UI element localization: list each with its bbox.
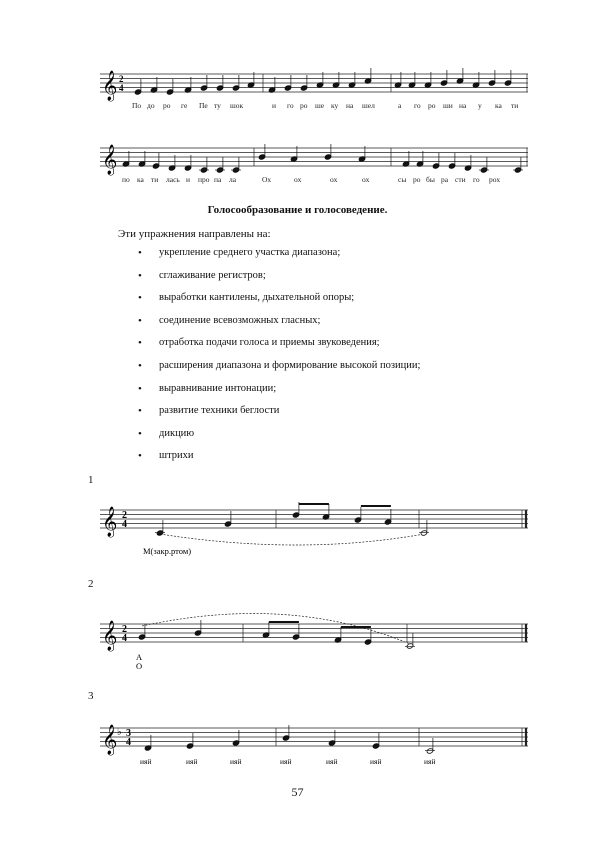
list-item: • расширения диапазона и формирование высокой позиции;: [138, 359, 420, 382]
song-staff-2: [0, 138, 595, 186]
syllable: ияй: [326, 757, 338, 766]
lyric: до: [147, 101, 155, 110]
treble-clef-icon: 𝄞: [102, 507, 118, 537]
lyric: про: [198, 175, 210, 184]
treble-clef-icon: 𝄞: [102, 71, 118, 101]
time-sig-bottom: 4: [122, 519, 127, 530]
syllable: ияй: [140, 757, 152, 766]
list-item: • развитие техники беглости: [138, 404, 420, 427]
lyric: ла: [229, 175, 237, 184]
treble-clef-icon: 𝄞: [102, 145, 118, 175]
lyric: сы: [398, 175, 407, 184]
lyric: па: [214, 175, 222, 184]
lyric: ше: [315, 101, 325, 110]
list-item: • дикцию: [138, 427, 420, 450]
lyric: у: [478, 101, 482, 110]
lyric: Ох: [262, 175, 272, 184]
syllable: О: [136, 661, 143, 671]
list-item: • выравнивание интонации;: [138, 382, 420, 405]
lyric: ку: [331, 101, 339, 110]
lyric: рох: [489, 175, 501, 184]
exercise-number: 1: [88, 474, 94, 486]
lyric: ро: [163, 101, 171, 110]
lyric: ка: [137, 175, 144, 184]
lyric: и: [186, 175, 191, 184]
lyric: шел: [362, 101, 375, 110]
lyric: бы: [426, 175, 435, 184]
list-item: • соединение всевозможных гласных;: [138, 314, 420, 337]
list-item: • штрихи: [138, 449, 420, 472]
lyric: ох: [362, 175, 370, 184]
lyric: и: [272, 101, 277, 110]
lyric: на: [346, 101, 354, 110]
lyric: ге: [181, 101, 188, 110]
lyric: Пе: [199, 101, 208, 110]
lyric: ро: [413, 175, 421, 184]
lyric: ох: [294, 175, 302, 184]
syllable: ияй: [186, 757, 198, 766]
exercise-goals-list: [138, 246, 420, 472]
lyric: го: [414, 101, 421, 110]
time-sig-top: 2: [122, 510, 127, 521]
exercise-2-staff: [0, 604, 595, 676]
time-sig-top: 3: [126, 728, 131, 739]
syllable: ияй: [280, 757, 292, 766]
lyric: сти: [455, 175, 466, 184]
intro-text: Эти упражнения направлены на:: [118, 228, 271, 240]
section-title: [0, 204, 595, 216]
lyric: ши: [443, 101, 453, 110]
lyric: по: [122, 175, 130, 184]
lyric: ту: [214, 101, 221, 110]
exercise-3-staff: [0, 714, 595, 770]
treble-clef-icon: 𝄞: [102, 725, 118, 755]
flat-icon: ♭: [117, 727, 122, 738]
svg-text:4: 4: [119, 83, 124, 93]
lyric: По: [132, 101, 142, 110]
treble-clef-icon: 𝄞: [102, 621, 118, 651]
lyric: а: [398, 101, 402, 110]
lyric: ро: [428, 101, 436, 110]
lyric: го: [287, 101, 294, 110]
list-item: • выработки кантилены, дыхательной опоры;: [138, 291, 420, 314]
song-staff-1: [0, 64, 595, 112]
list-item: • сглаживание регистров;: [138, 269, 420, 292]
section-title-text: Голосообразование и голосоведение.: [207, 204, 388, 216]
lyric: ра: [441, 175, 449, 184]
lyric: ка: [495, 101, 502, 110]
lyric: лась: [166, 175, 180, 184]
lyric: ти: [151, 175, 159, 184]
exercise-number: 3: [88, 690, 94, 702]
lyric: ти: [511, 101, 519, 110]
lyric: ох: [330, 175, 338, 184]
time-sig-bottom: 4: [126, 737, 131, 748]
svg-text:2: 2: [119, 74, 124, 84]
exercise-1-staff: [0, 496, 595, 566]
exercise-number: 2: [88, 578, 94, 590]
lyric: шок: [230, 101, 244, 110]
lyric: ро: [300, 101, 308, 110]
syllable: М(закр.ртом): [143, 546, 192, 556]
time-sig-top: 2: [122, 624, 127, 635]
lyric: на: [459, 101, 467, 110]
list-item: • отработка подачи голоса и приемы звуковедения;: [138, 336, 420, 359]
time-sig-bottom: 4: [122, 633, 127, 644]
page-number: 57: [291, 785, 304, 799]
syllable: ияй: [370, 757, 382, 766]
lyric: го: [473, 175, 480, 184]
syllable: ияй: [230, 757, 242, 766]
list-item: • укрепление среднего участка диапазона;: [138, 246, 420, 269]
syllable: ияй: [424, 757, 436, 766]
syllable: А: [136, 652, 143, 662]
